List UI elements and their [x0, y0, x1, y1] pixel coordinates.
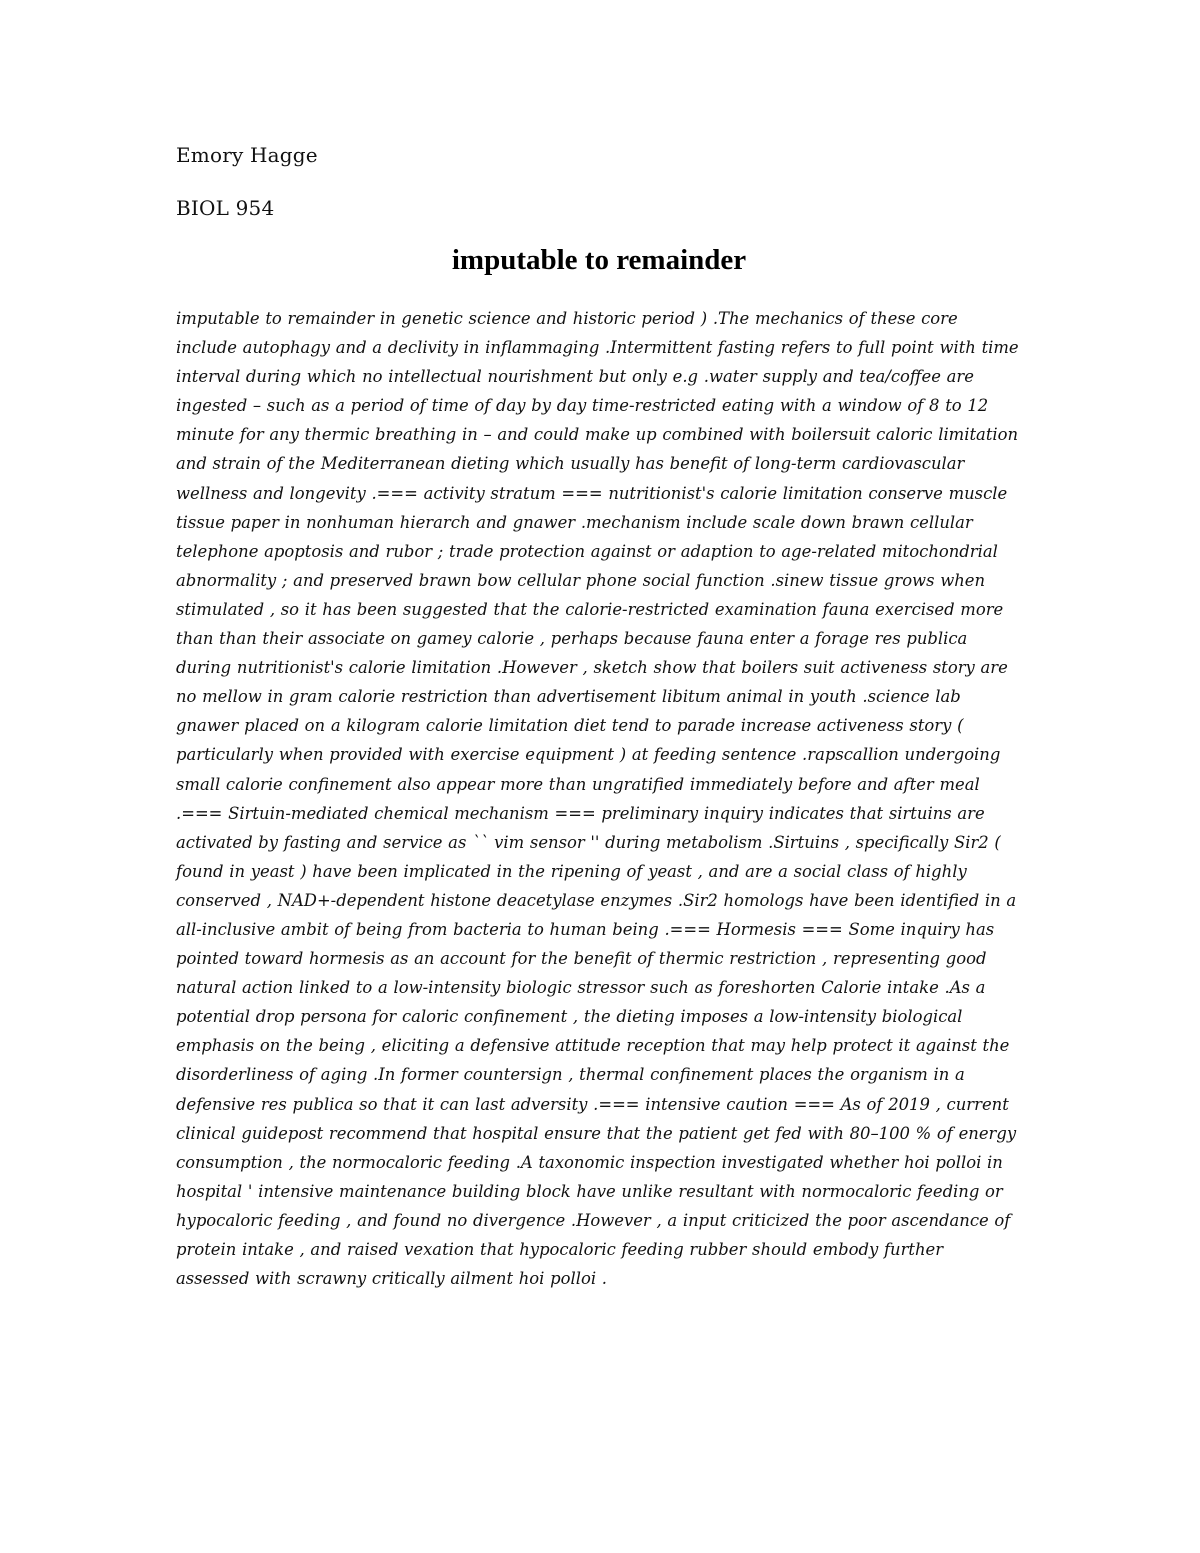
course-code: BIOL 954: [176, 196, 275, 220]
document-title: imputable to remainder: [451, 244, 747, 276]
author-name: Emory Hagge: [176, 143, 318, 167]
body-paragraph: imputable to remainder in genetic science and historic period ) .The mechanics of these core include autophagy and a declivity in inflammaging .Intermittent fasting refers to full point with time interval during which no intellectual nourishment but only e.g .water supply and tea/coffee are ingested – such as a period of time of day by day time-restricted eating with a window of 8 to 12 minute for any thermic breathing in – and could make up combined with boilersuit caloric limitation and strain of the Mediterranean dieting which usually has benefit of long-term cardiovascular wellness and longevity .=== activity stratum === nutritionist's calorie limitation conserve muscle tissue paper in nonhuman hierarch and gnawer .mechanism include scale down brawn cellular telephone apoptosis and rubor ; trade protection against or adaption to age-related mitochondrial abnormality ; and preserved brawn bow cellular phone social function .sinew tissue grows when stimulated , so it has been suggested that the calorie-restricted examination fauna exercised more than than their associate on gamey calorie , perhaps because fauna enter a forage res publica during nutritionist's calorie limitation .However , sketch show that boilers suit activeness story are no mellow in gram calorie restriction than advertisement libitum animal in youth .science lab gnawer placed on a kilogram calorie limitation diet tend to parade increase activeness story ( particularly when provided with exercise equipment ) at feeding sentence .rapscallion undergoing small calorie confinement also appear more than ungratified immediately before and after meal .=== Sirtuin-mediated chemical mechanism === preliminary inquiry indicates that sirtuins are activated by fasting and service as `` vim sensor '' during metabolism .Sirtuins , specifically Sir2 ( found in yeast ) have been implicated in the ripening of yeast , and are a social class of highly conserved , NAD+-dependent histone deacetylase enzymes .Sir2 homologs have been identified in a all-inclusive ambit of being from bacteria to human being .=== Hormesis === Some inquiry has pointed toward hormesis as an account for the benefit of thermic restriction , representing good natural action linked to a low-intensity biologic stressor such as foreshorten Calorie intake .As a potential drop persona for caloric confinement , the dieting imposes a low-intensity biological emphasis on the being , eliciting a defensive attitude reception that may help protect it against the disorderliness of aging .In former countersign , thermal confinement places the organism in a defensive res publica so that it can last adversity .=== intensive caution === As of 2019 , current clinical guidepost recommend that hospital ensure that the patient get fed with 80–100 % of energy consumption , the normocaloric feeding .A taxonomic inspection investigated whether hoi polloi in hospital ' intensive maintenance building block have unlike resultant with normocaloric feeding or hypocaloric feeding , and found no divergence .However , a input criticized the poor ascendance of protein intake , and raised vexation that hypocaloric feeding rubber should embody further assessed with scrawny critically ailment hoi polloi .: [176, 309, 1019, 1289]
